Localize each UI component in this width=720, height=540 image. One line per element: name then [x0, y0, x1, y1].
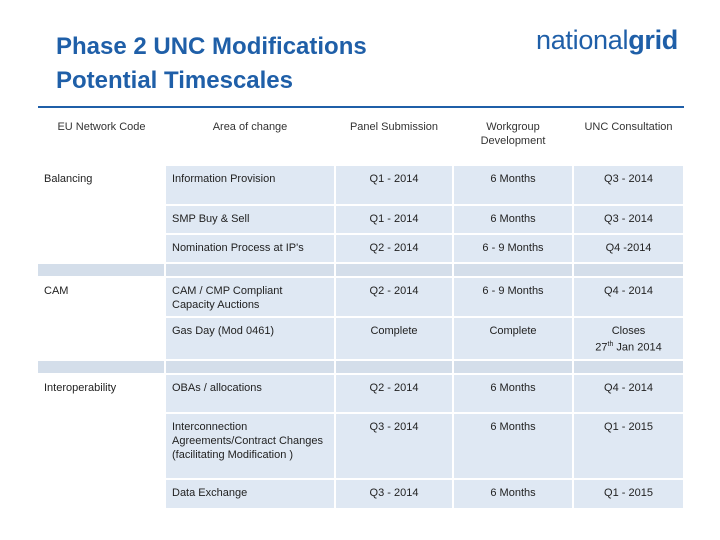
- cell-workgroup: 6 Months: [453, 413, 573, 479]
- cell-panel: Q1 - 2014: [335, 205, 453, 234]
- logo-text-national: national: [536, 25, 629, 55]
- table-row: [38, 166, 684, 205]
- cell-panel: Q3 - 2014: [335, 413, 453, 479]
- header-area-of-change: Area of change: [165, 114, 335, 166]
- consultation-date-day: 27: [595, 341, 608, 354]
- cell-consultation: Q3 - 2014: [573, 166, 684, 205]
- cell-consultation: Q4 - 2014: [573, 374, 684, 413]
- spacer-cell: [38, 360, 165, 374]
- cell-eu-code: [38, 479, 165, 509]
- cell-panel: Q2 - 2014: [335, 234, 453, 263]
- cell-eu-code: Balancing: [38, 166, 165, 205]
- table-row: [38, 479, 684, 509]
- table-spacer-row: [38, 263, 684, 277]
- cell-workgroup: 6 Months: [453, 374, 573, 413]
- spacer-cell: [573, 360, 684, 374]
- header-panel-submission: Panel Submission: [335, 114, 453, 166]
- slide-title-line-1: Phase 2 UNC Modifications: [56, 33, 367, 60]
- cell-consultation: Q1 - 2015: [573, 479, 684, 509]
- cell-area: OBAs / allocations: [165, 374, 335, 413]
- spacer-cell: [573, 263, 684, 277]
- cell-panel: Q2 - 2014: [335, 277, 453, 317]
- cell-workgroup: 6 - 9 Months: [453, 234, 573, 263]
- cell-eu-code: [38, 205, 165, 234]
- table-row: [38, 277, 684, 317]
- consultation-closes: Closes: [611, 325, 646, 337]
- header-workgroup-development: Workgroup Development: [453, 114, 573, 166]
- cell-eu-code: CAM: [38, 277, 165, 317]
- cell-area: Data Exchange: [165, 479, 335, 509]
- timescales-table: [38, 114, 685, 510]
- cell-workgroup: 6 Months: [453, 479, 573, 509]
- cell-panel: Q2 - 2014: [335, 374, 453, 413]
- cell-consultation: Q1 - 2015: [573, 413, 684, 479]
- cell-workgroup: 6 Months: [453, 205, 573, 234]
- table-header-row: [38, 114, 684, 166]
- spacer-cell: [453, 360, 573, 374]
- cell-area: Information Provision: [165, 166, 335, 205]
- cell-area: CAM / CMP Compliant Capacity Auctions: [165, 277, 335, 317]
- cell-panel: Complete: [335, 317, 453, 360]
- spacer-cell: [165, 263, 335, 277]
- cell-consultation: Q4 - 2014: [573, 277, 684, 317]
- cell-consultation: Q3 - 2014: [573, 205, 684, 234]
- spacer-cell: [165, 360, 335, 374]
- table-row: [38, 205, 684, 234]
- spacer-cell: [335, 360, 453, 374]
- cell-workgroup: Complete: [453, 317, 573, 360]
- cell-eu-code: [38, 317, 165, 360]
- header-unc-consultation: UNC Consultation: [573, 114, 684, 166]
- spacer-cell: [453, 263, 573, 277]
- consultation-date-rest: Jan 2014: [613, 341, 662, 354]
- cell-eu-code: Interoperability: [38, 374, 165, 413]
- cell-consultation: Q4 -2014: [573, 234, 684, 263]
- header-eu-network-code: EU Network Code: [38, 114, 165, 166]
- table-spacer-row: [38, 360, 684, 374]
- table-row: [38, 413, 684, 479]
- cell-workgroup: 6 - 9 Months: [453, 277, 573, 317]
- slide-title: [56, 30, 367, 98]
- table-row: [38, 234, 684, 263]
- spacer-cell: [38, 263, 165, 277]
- slide-title-line-2: Potential Timescales: [56, 67, 293, 94]
- spacer-cell: [335, 263, 453, 277]
- consultation-date-suffix: th: [607, 341, 614, 348]
- title-divider: [38, 106, 684, 108]
- cell-area: Nomination Process at IP's: [165, 234, 335, 263]
- cell-workgroup: 6 Months: [453, 166, 573, 205]
- cell-consultation: [573, 317, 684, 360]
- cell-eu-code: [38, 413, 165, 479]
- cell-area: Interconnection Agreements/Contract Changes (facilitating Modification ): [165, 413, 335, 479]
- cell-eu-code: [38, 234, 165, 263]
- table-row: [38, 317, 684, 360]
- table-row: [38, 374, 684, 413]
- cell-area: SMP Buy & Sell: [165, 205, 335, 234]
- cell-panel: Q1 - 2014: [335, 166, 453, 205]
- logo-text-grid: grid: [628, 25, 678, 55]
- national-grid-logo: [536, 22, 678, 58]
- cell-area: Gas Day (Mod 0461): [165, 317, 335, 360]
- cell-panel: Q3 - 2014: [335, 479, 453, 509]
